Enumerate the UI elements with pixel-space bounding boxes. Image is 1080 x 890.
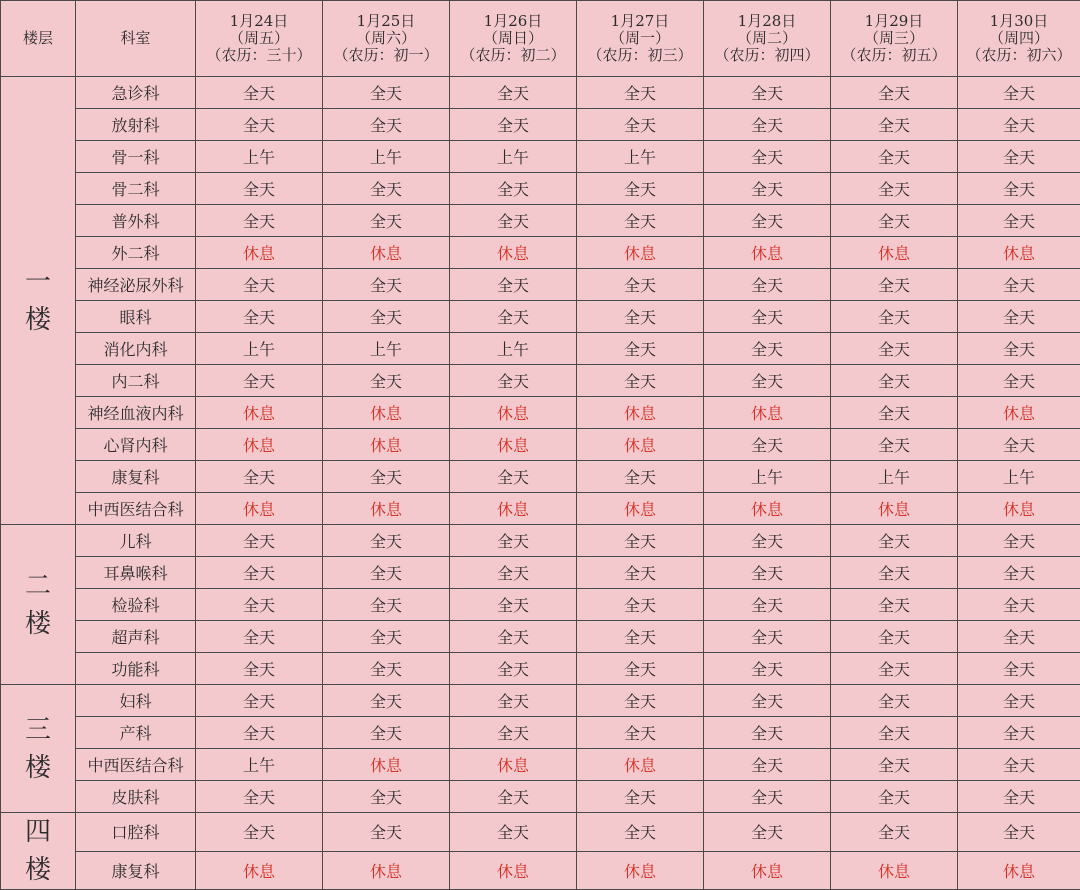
day-header: [450, 1, 577, 77]
schedule-status-cell: 全天: [577, 621, 704, 653]
schedule-status-cell: 休息: [958, 237, 1080, 269]
schedule-status-cell: 休息: [831, 237, 958, 269]
day-lunar: （农历：初一）: [323, 47, 449, 64]
day-date: 1月25日: [323, 13, 449, 30]
schedule-status-cell: 休息: [577, 749, 704, 781]
floor-label-char: 一: [1, 263, 75, 301]
table-row: [1, 205, 1080, 237]
schedule-status-cell: 全天: [196, 589, 323, 621]
floor-label-char: 楼: [1, 749, 75, 787]
table-row: [1, 813, 1080, 852]
schedule-status-cell: 全天: [831, 781, 958, 813]
schedule-status-cell: 全天: [704, 717, 831, 749]
schedule-status-cell: 全天: [958, 589, 1080, 621]
schedule-status-cell: 全天: [323, 717, 450, 749]
department-name: 产科: [76, 717, 196, 749]
schedule-status-cell: 全天: [323, 301, 450, 333]
department-name: 神经泌尿外科: [76, 269, 196, 301]
schedule-status-cell: 全天: [450, 653, 577, 685]
schedule-status-cell: 全天: [704, 301, 831, 333]
schedule-status-cell: 全天: [196, 685, 323, 717]
schedule-status-cell: 休息: [323, 493, 450, 525]
schedule-status-cell: 休息: [450, 851, 577, 890]
schedule-status-cell: 全天: [831, 109, 958, 141]
schedule-status-cell: 全天: [196, 813, 323, 852]
schedule-status-cell: 全天: [958, 653, 1080, 685]
schedule-status-cell: 全天: [323, 109, 450, 141]
table-row: [1, 557, 1080, 589]
schedule-status-cell: 全天: [577, 173, 704, 205]
schedule-status-cell: 全天: [323, 205, 450, 237]
schedule-status-cell: 全天: [196, 109, 323, 141]
schedule-status-cell: 上午: [577, 141, 704, 173]
schedule-status-cell: 全天: [450, 557, 577, 589]
day-header: [704, 1, 831, 77]
schedule-status-cell: 休息: [577, 397, 704, 429]
schedule-status-cell: 全天: [323, 461, 450, 493]
floor-label-char: 楼: [1, 851, 75, 889]
schedule-status-cell: 全天: [577, 781, 704, 813]
schedule-status-cell: 上午: [704, 461, 831, 493]
schedule-status-cell: 全天: [831, 365, 958, 397]
table-row: [1, 77, 1080, 109]
schedule-status-cell: 全天: [958, 205, 1080, 237]
schedule-status-cell: 全天: [323, 781, 450, 813]
schedule-status-cell: 休息: [704, 851, 831, 890]
schedule-status-cell: 全天: [831, 77, 958, 109]
table-row: [1, 461, 1080, 493]
schedule-body: [1, 77, 1080, 890]
table-row: [1, 653, 1080, 685]
schedule-status-cell: 全天: [704, 653, 831, 685]
schedule-status-cell: 全天: [323, 365, 450, 397]
schedule-status-cell: 上午: [450, 333, 577, 365]
schedule-status-cell: 休息: [323, 749, 450, 781]
day-header: [196, 1, 323, 77]
table-row: [1, 173, 1080, 205]
schedule-status-cell: 全天: [196, 461, 323, 493]
schedule-status-cell: 休息: [196, 493, 323, 525]
schedule-status-cell: 全天: [958, 749, 1080, 781]
schedule-status-cell: 休息: [196, 397, 323, 429]
day-header: [577, 1, 704, 77]
day-weekday: （周五）: [196, 30, 322, 47]
schedule-status-cell: 全天: [450, 269, 577, 301]
floor-label: [1, 77, 76, 525]
schedule-status-cell: 全天: [577, 653, 704, 685]
schedule-status-cell: 全天: [577, 461, 704, 493]
table-row: [1, 525, 1080, 557]
schedule-status-cell: 全天: [450, 173, 577, 205]
schedule-status-cell: 全天: [831, 269, 958, 301]
schedule-status-cell: 全天: [196, 557, 323, 589]
schedule-status-cell: 全天: [958, 173, 1080, 205]
schedule-status-cell: 全天: [831, 333, 958, 365]
schedule-status-cell: 全天: [704, 365, 831, 397]
schedule-status-cell: 全天: [831, 589, 958, 621]
table-row: [1, 621, 1080, 653]
schedule-status-cell: 全天: [704, 109, 831, 141]
floor-label: [1, 525, 76, 685]
department-name: 内二科: [76, 365, 196, 397]
schedule-status-cell: 全天: [831, 653, 958, 685]
schedule-status-cell: 全天: [323, 173, 450, 205]
schedule-status-cell: 全天: [704, 173, 831, 205]
schedule-status-cell: 全天: [323, 685, 450, 717]
department-name: 骨二科: [76, 173, 196, 205]
table-row: [1, 141, 1080, 173]
schedule-status-cell: 休息: [323, 429, 450, 461]
schedule-status-cell: 上午: [196, 141, 323, 173]
schedule-status-cell: 全天: [831, 749, 958, 781]
schedule-status-cell: 全天: [831, 205, 958, 237]
schedule-status-cell: 全天: [196, 173, 323, 205]
schedule-status-cell: 全天: [450, 365, 577, 397]
schedule-status-cell: 休息: [196, 237, 323, 269]
schedule-status-cell: 全天: [958, 429, 1080, 461]
schedule-status-cell: 全天: [958, 685, 1080, 717]
schedule-status-cell: 全天: [450, 717, 577, 749]
table-row: [1, 269, 1080, 301]
schedule-status-cell: 全天: [958, 141, 1080, 173]
department-name: 儿科: [76, 525, 196, 557]
header-row: [1, 1, 1080, 77]
schedule-status-cell: 全天: [831, 429, 958, 461]
schedule-status-cell: 休息: [958, 493, 1080, 525]
schedule-status-cell: 上午: [196, 749, 323, 781]
department-column-header: 科室: [76, 1, 196, 77]
table-row: [1, 685, 1080, 717]
schedule-status-cell: 休息: [450, 397, 577, 429]
schedule-status-cell: 休息: [704, 397, 831, 429]
schedule-status-cell: 全天: [704, 813, 831, 852]
department-name: 中西医结合科: [76, 493, 196, 525]
schedule-status-cell: 全天: [958, 333, 1080, 365]
schedule-status-cell: 全天: [196, 717, 323, 749]
schedule-status-cell: 全天: [831, 685, 958, 717]
department-name: 消化内科: [76, 333, 196, 365]
table-row: [1, 851, 1080, 890]
schedule-status-cell: 上午: [450, 141, 577, 173]
schedule-status-cell: 全天: [577, 333, 704, 365]
schedule-status-cell: 全天: [196, 621, 323, 653]
schedule-status-cell: 全天: [196, 301, 323, 333]
schedule-status-cell: 全天: [831, 173, 958, 205]
schedule-status-cell: 休息: [323, 397, 450, 429]
schedule-status-cell: 全天: [323, 269, 450, 301]
schedule-status-cell: 全天: [704, 557, 831, 589]
schedule-status-cell: 全天: [577, 557, 704, 589]
day-lunar: （农历：初六）: [958, 47, 1080, 64]
schedule-status-cell: 全天: [323, 589, 450, 621]
schedule-status-cell: 全天: [958, 77, 1080, 109]
department-name: 耳鼻喉科: [76, 557, 196, 589]
schedule-status-cell: 上午: [323, 333, 450, 365]
schedule-status-cell: 全天: [450, 301, 577, 333]
schedule-status-cell: 全天: [577, 109, 704, 141]
table-row: [1, 109, 1080, 141]
table-row: [1, 717, 1080, 749]
schedule-status-cell: 全天: [831, 525, 958, 557]
schedule-status-cell: 全天: [958, 781, 1080, 813]
schedule-status-cell: 休息: [323, 851, 450, 890]
schedule-status-cell: 全天: [577, 813, 704, 852]
day-date: 1月29日: [831, 13, 957, 30]
table-row: [1, 493, 1080, 525]
schedule-status-cell: 休息: [196, 851, 323, 890]
schedule-status-cell: 全天: [704, 269, 831, 301]
schedule-status-cell: 全天: [323, 557, 450, 589]
schedule-status-cell: 全天: [196, 653, 323, 685]
department-name: 外二科: [76, 237, 196, 269]
schedule-status-cell: 休息: [577, 851, 704, 890]
department-name: 放射科: [76, 109, 196, 141]
floor-label: [1, 685, 76, 813]
day-weekday: （周三）: [831, 30, 957, 47]
schedule-status-cell: 全天: [577, 205, 704, 237]
schedule-status-cell: 休息: [958, 397, 1080, 429]
table-row: [1, 429, 1080, 461]
schedule-status-cell: 休息: [831, 493, 958, 525]
schedule-status-cell: 休息: [958, 851, 1080, 890]
schedule-status-cell: 上午: [958, 461, 1080, 493]
table-row: [1, 237, 1080, 269]
schedule-status-cell: 全天: [831, 557, 958, 589]
schedule-status-cell: 全天: [958, 269, 1080, 301]
schedule-status-cell: 全天: [450, 813, 577, 852]
table-row: [1, 589, 1080, 621]
department-name: 神经血液内科: [76, 397, 196, 429]
schedule-status-cell: 全天: [831, 717, 958, 749]
schedule-status-cell: 上午: [323, 141, 450, 173]
schedule-status-cell: 全天: [704, 525, 831, 557]
day-weekday: （周四）: [958, 30, 1080, 47]
schedule-status-cell: 全天: [958, 621, 1080, 653]
day-lunar: （农历：初四）: [704, 47, 830, 64]
schedule-status-cell: 全天: [450, 685, 577, 717]
department-name: 康复科: [76, 851, 196, 890]
schedule-status-cell: 全天: [323, 77, 450, 109]
schedule-status-cell: 全天: [450, 525, 577, 557]
schedule-status-cell: 全天: [577, 77, 704, 109]
day-date: 1月26日: [450, 13, 576, 30]
department-name: 功能科: [76, 653, 196, 685]
schedule-status-cell: 全天: [831, 813, 958, 852]
schedule-status-cell: 全天: [577, 589, 704, 621]
schedule-status-cell: 休息: [450, 237, 577, 269]
schedule-status-cell: 全天: [577, 269, 704, 301]
schedule-status-cell: 全天: [704, 333, 831, 365]
schedule-status-cell: 休息: [577, 493, 704, 525]
schedule-status-cell: 全天: [958, 525, 1080, 557]
schedule-status-cell: 全天: [196, 205, 323, 237]
schedule-status-cell: 全天: [831, 141, 958, 173]
schedule-status-cell: 全天: [704, 141, 831, 173]
department-name: 心肾内科: [76, 429, 196, 461]
schedule-status-cell: 全天: [577, 717, 704, 749]
schedule-status-cell: 全天: [323, 653, 450, 685]
day-lunar: （农历：初三）: [577, 47, 703, 64]
department-name: 普外科: [76, 205, 196, 237]
schedule-status-cell: 全天: [450, 109, 577, 141]
day-header: [958, 1, 1080, 77]
schedule-status-cell: 全天: [958, 717, 1080, 749]
floor-column-header: 楼层: [1, 1, 76, 77]
schedule-status-cell: 全天: [577, 365, 704, 397]
floor-label-char: 三: [1, 711, 75, 749]
day-header: [323, 1, 450, 77]
schedule-status-cell: 全天: [958, 557, 1080, 589]
day-lunar: （农历：初五）: [831, 47, 957, 64]
schedule-status-cell: 全天: [450, 621, 577, 653]
schedule-status-cell: 休息: [577, 429, 704, 461]
schedule-status-cell: 全天: [196, 365, 323, 397]
department-name: 检验科: [76, 589, 196, 621]
schedule-status-cell: 全天: [450, 781, 577, 813]
schedule-status-cell: 休息: [450, 493, 577, 525]
schedule-status-cell: 休息: [831, 851, 958, 890]
floor-label: [1, 813, 76, 890]
schedule-status-cell: 全天: [831, 397, 958, 429]
schedule-status-cell: 全天: [704, 77, 831, 109]
schedule-status-cell: 全天: [577, 525, 704, 557]
schedule-status-cell: 全天: [704, 621, 831, 653]
schedule-status-cell: 上午: [831, 461, 958, 493]
floor-label-char: 二: [1, 567, 75, 605]
day-date: 1月27日: [577, 13, 703, 30]
department-name: 超声科: [76, 621, 196, 653]
day-weekday: （周日）: [450, 30, 576, 47]
schedule-status-cell: 全天: [704, 205, 831, 237]
table-row: [1, 301, 1080, 333]
schedule-status-cell: 全天: [450, 461, 577, 493]
floor-label-char: 楼: [1, 605, 75, 643]
day-lunar: （农历：初二）: [450, 47, 576, 64]
schedule-status-cell: 全天: [196, 781, 323, 813]
schedule-status-cell: 休息: [704, 237, 831, 269]
schedule-status-cell: 休息: [450, 429, 577, 461]
schedule-status-cell: 全天: [704, 429, 831, 461]
schedule-status-cell: 全天: [958, 109, 1080, 141]
schedule-status-cell: 全天: [704, 685, 831, 717]
schedule-status-cell: 全天: [323, 525, 450, 557]
table-row: [1, 333, 1080, 365]
table-row: [1, 749, 1080, 781]
schedule-status-cell: 全天: [704, 589, 831, 621]
department-name: 急诊科: [76, 77, 196, 109]
day-weekday: （周六）: [323, 30, 449, 47]
schedule-status-cell: 上午: [196, 333, 323, 365]
department-name: 妇科: [76, 685, 196, 717]
schedule-status-cell: 全天: [831, 621, 958, 653]
schedule-status-cell: 全天: [958, 813, 1080, 852]
schedule-status-cell: 休息: [196, 429, 323, 461]
table-row: [1, 365, 1080, 397]
day-weekday: （周二）: [704, 30, 830, 47]
day-date: 1月30日: [958, 13, 1080, 30]
floor-label-char: 楼: [1, 301, 75, 339]
day-weekday: （周一）: [577, 30, 703, 47]
schedule-status-cell: 全天: [196, 77, 323, 109]
department-name: 皮肤科: [76, 781, 196, 813]
table-row: [1, 397, 1080, 429]
schedule-status-cell: 全天: [450, 205, 577, 237]
schedule-status-cell: 全天: [958, 365, 1080, 397]
schedule-status-cell: 全天: [323, 621, 450, 653]
department-name: 口腔科: [76, 813, 196, 852]
schedule-status-cell: 全天: [323, 813, 450, 852]
schedule-status-cell: 全天: [577, 685, 704, 717]
schedule-status-cell: 全天: [450, 77, 577, 109]
schedule-status-cell: 休息: [323, 237, 450, 269]
day-lunar: （农历：三十）: [196, 47, 322, 64]
department-name: 康复科: [76, 461, 196, 493]
schedule-status-cell: 休息: [577, 237, 704, 269]
schedule-status-cell: 全天: [831, 301, 958, 333]
schedule-status-cell: 全天: [704, 781, 831, 813]
schedule-status-cell: 全天: [196, 525, 323, 557]
table-row: [1, 781, 1080, 813]
schedule-status-cell: 休息: [704, 493, 831, 525]
schedule-status-cell: 全天: [958, 301, 1080, 333]
schedule-status-cell: 全天: [704, 749, 831, 781]
day-header: [831, 1, 958, 77]
schedule-status-cell: 全天: [196, 269, 323, 301]
floor-label-char: 四: [1, 813, 75, 851]
schedule-status-cell: 全天: [577, 301, 704, 333]
day-date: 1月28日: [704, 13, 830, 30]
department-name: 眼科: [76, 301, 196, 333]
schedule-status-cell: 全天: [450, 589, 577, 621]
department-name: 中西医结合科: [76, 749, 196, 781]
department-name: 骨一科: [76, 141, 196, 173]
day-date: 1月24日: [196, 13, 322, 30]
schedule-status-cell: 休息: [450, 749, 577, 781]
